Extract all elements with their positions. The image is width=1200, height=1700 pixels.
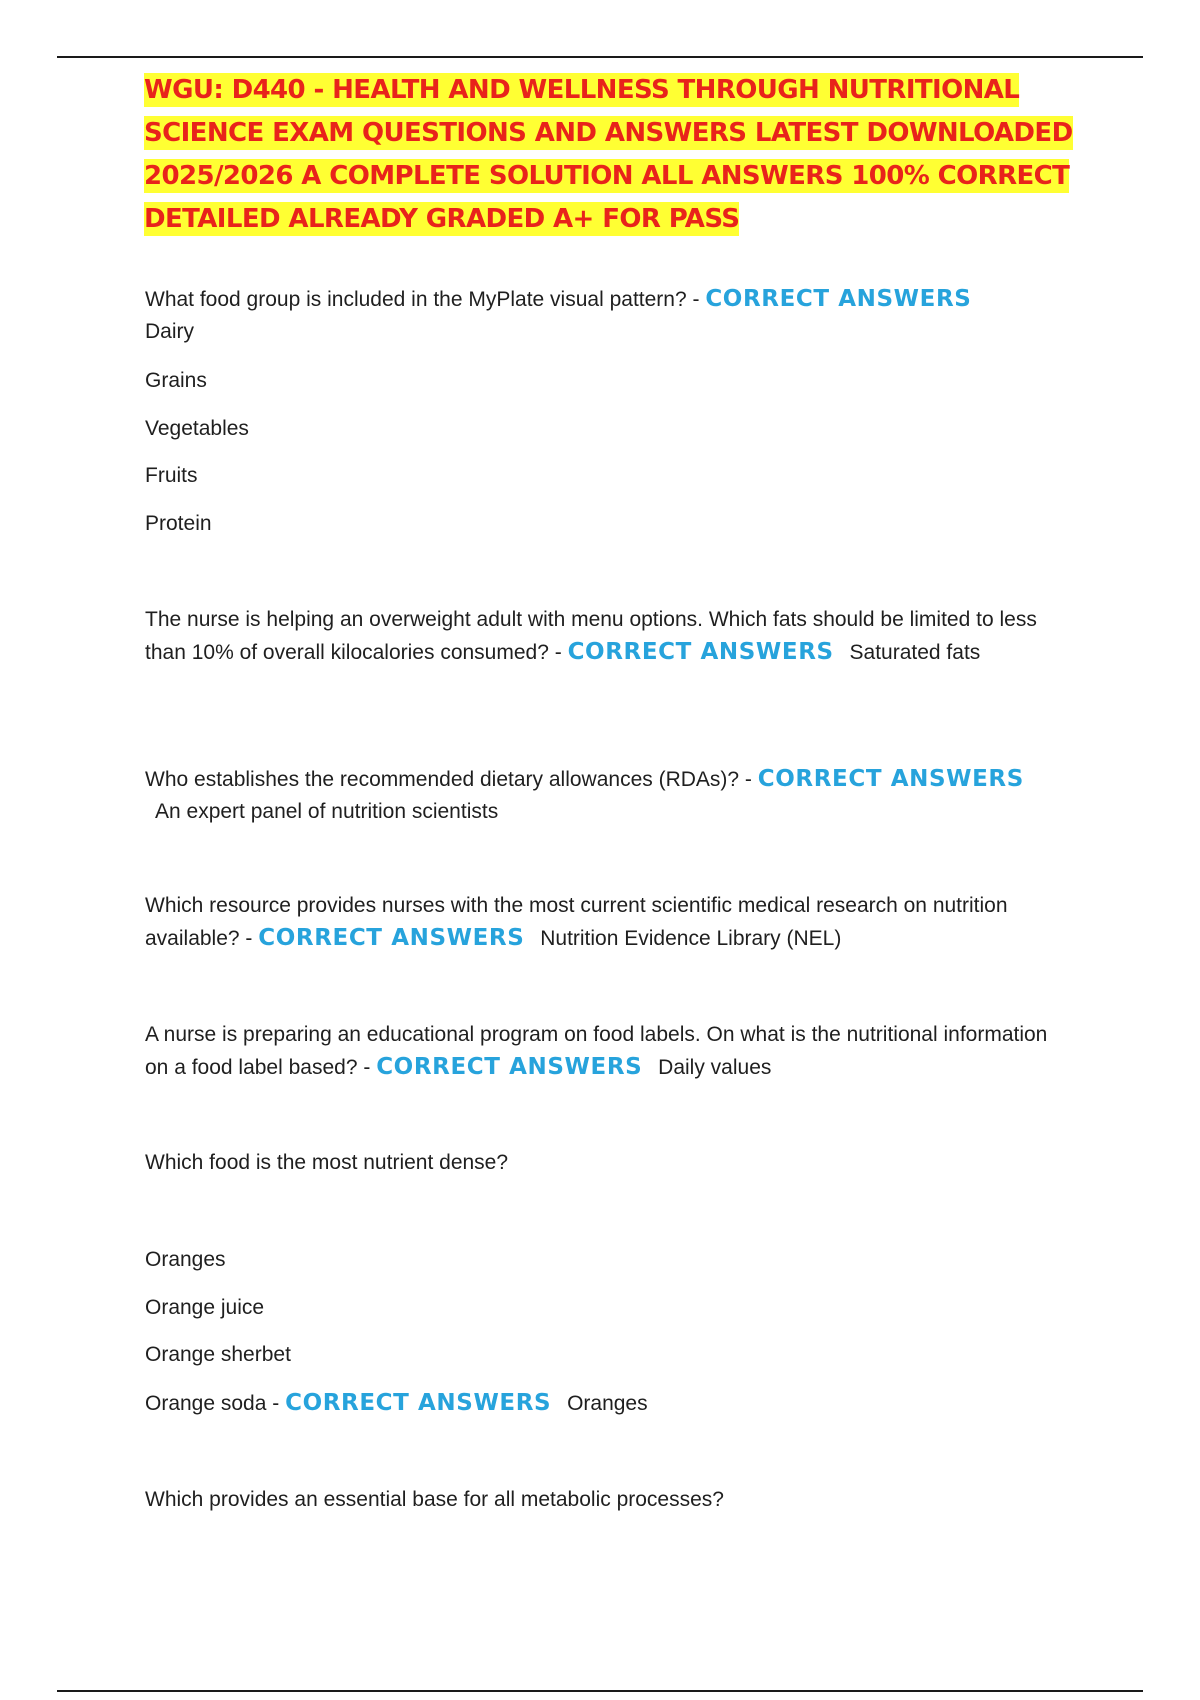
question-2: The nurse is helping an overweight adult with menu options. Which fats should be limited to less than 10% of overall kilocalories consumed? - (145, 608, 1037, 664)
bottom-rule (57, 1690, 1143, 1692)
title-line: SCIENCE EXAM QUESTIONS AND ANSWERS LATEST DOWNLOADED (144, 118, 1073, 148)
answer-text: Oranges (567, 1392, 648, 1415)
title-line: DETAILED ALREADY GRADED A+ FOR PASS (144, 204, 740, 234)
title-line: WGU: D440 - HEALTH AND WELLNESS THROUGH NUTRITIONAL (144, 75, 1020, 105)
question-text (145, 1387, 1065, 1420)
option-item (145, 508, 1065, 540)
qa-item (145, 1484, 1065, 1516)
option-text: Orange juice (145, 1296, 265, 1319)
correct-answers-label: CORRECT ANSWERS (567, 639, 834, 665)
qa-item (145, 1147, 1065, 1179)
option-text: Protein (145, 512, 212, 535)
option-item (145, 365, 1065, 397)
answer-text: An expert panel of nutrition scientists (155, 800, 499, 823)
qa-item (145, 890, 1065, 955)
answer-text: Dairy (145, 320, 195, 343)
qa-item (145, 1387, 1065, 1420)
answer-text: Nutrition Evidence Library (NEL) (540, 927, 842, 950)
question-text (145, 283, 1065, 316)
question-6: Which food is the most nutrient dense? (145, 1151, 509, 1174)
option-item (145, 1292, 1065, 1324)
option-text: Orange soda - (145, 1392, 280, 1415)
answer-text: Saturated fats (849, 641, 981, 664)
correct-answers-label: CORRECT ANSWERS (705, 286, 972, 312)
correct-answers-label: CORRECT ANSWERS (285, 1390, 552, 1416)
correct-answers-label: CORRECT ANSWERS (376, 1054, 643, 1080)
option-text: Vegetables (145, 417, 249, 440)
option-item (145, 460, 1065, 492)
option-text: Fruits (145, 464, 198, 487)
qa-item (145, 283, 1065, 348)
option-text: Grains (145, 369, 207, 392)
question-3: Who establishes the recommended dietary allowances (RDAs)? - (145, 768, 752, 791)
qa-item (145, 1019, 1065, 1084)
correct-answers-label: CORRECT ANSWERS (258, 925, 525, 951)
question-text (145, 604, 1065, 669)
question-text (145, 890, 1065, 955)
option-item (145, 1339, 1065, 1371)
top-rule (57, 56, 1143, 58)
answer-text: Daily values (658, 1056, 772, 1079)
question-text (145, 1019, 1065, 1084)
option-text: Oranges (145, 1248, 226, 1271)
question-5: A nurse is preparing an educational program on food labels. On what is the nutritional information on a food label based? - (145, 1023, 1048, 1079)
question-4: Which resource provides nurses with the most current scientific medical research on nutrition available? - (145, 894, 1008, 950)
question-1: What food group is included in the MyPlate visual pattern? - (145, 288, 700, 311)
question-text (145, 763, 1065, 828)
title-line: 2025/2026 A COMPLETE SOLUTION ALL ANSWERS 100% CORRECT (144, 161, 1070, 191)
qa-item (145, 763, 1065, 828)
correct-answers-label: CORRECT ANSWERS (757, 766, 1024, 792)
qa-item (145, 604, 1065, 669)
option-item (145, 1244, 1065, 1276)
option-text: Orange sherbet (145, 1343, 291, 1366)
document-title (144, 69, 1074, 241)
option-item (145, 413, 1065, 445)
question-7: Which provides an essential base for all metabolic processes? (145, 1488, 724, 1511)
